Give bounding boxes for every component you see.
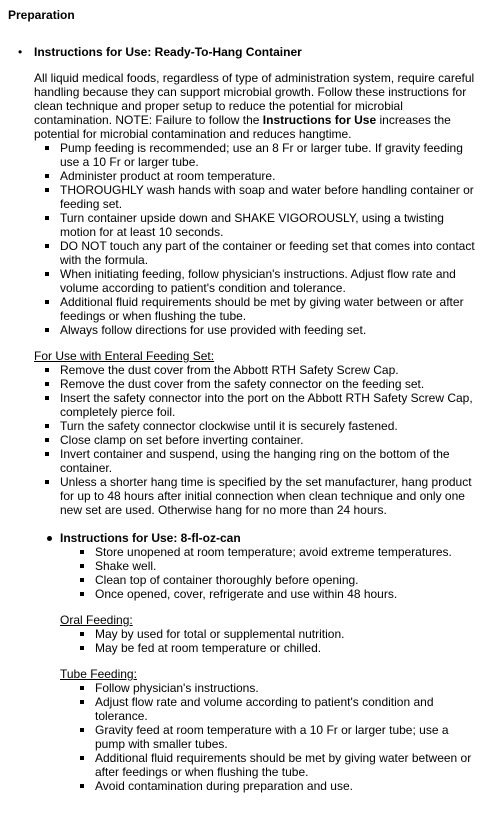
list-item: Unless a shorter hang time is specified by the set manufacturer, hang product for up to 48 hours after initial connection when clean technique and only one new set are used. Otherwise hang for no more than 24 hours. <box>52 475 481 517</box>
list-item: May be fed at room temperature or chilled. <box>87 641 481 655</box>
bullet-icon <box>47 536 52 541</box>
intro-text-end: increases the potential for microbial contamination and reduces hangtime. <box>34 113 451 141</box>
list-item: Additional fluid requirements should be met by giving water between or after feedings or when flushing the tube. <box>87 751 481 779</box>
list-item: Administer product at room temperature. <box>52 169 481 183</box>
list-item: Remove the dust cover from the Abbott RTH Safety Screw Cap. <box>52 363 481 377</box>
list-item: Always follow directions for use provided with feeding set. <box>52 323 481 337</box>
list-item: Avoid contamination during preparation and use. <box>87 779 481 793</box>
can-section <box>34 531 481 793</box>
rth-heading: Instructions for Use: Ready-To-Hang Container <box>34 45 302 59</box>
bullet-icon: • <box>18 45 23 59</box>
list-item: THOROUGHLY wash hands with soap and water before handling container or feeding set. <box>52 183 481 211</box>
list-item: Turn the safety connector clockwise until it is securely fastened. <box>52 419 481 433</box>
list-item: Once opened, cover, refrigerate and use within 48 hours. <box>87 587 481 601</box>
rth-steps <box>34 141 481 337</box>
list-item: Pump feeding is recommended; use an 8 Fr or larger tube. If gravity feeding use a 10 Fr or larger tube. <box>52 141 481 169</box>
intro-text: All liquid medical foods, regardless of type of administration system, require careful handling because they can support microbial growth. Follow these instructions for clean technique and proper setup to reduce the potential for microbial contamination. NOTE: Failure to follow the <box>34 71 475 127</box>
list-item: Store unopened at room temperature; avoid extreme temperatures. <box>87 545 481 559</box>
oral-steps <box>60 627 481 655</box>
enteral-heading: For Use with Enteral Feeding Set: <box>34 349 215 363</box>
list-item: Follow physician's instructions. <box>87 681 481 695</box>
instructions-list <box>16 45 481 793</box>
tube-heading: Tube Feeding: <box>60 667 137 681</box>
intro-bold-text: Instructions for Use <box>262 113 377 127</box>
rth-intro <box>34 71 481 141</box>
tube-steps <box>60 681 481 793</box>
list-item: May by used for total or supplemental nutrition. <box>87 627 481 641</box>
list-item: When initiating feeding, follow physician's instructions. Adjust flow rate and volume according to patient's condition and tolerance. <box>52 267 481 295</box>
list-item: Turn container upside down and SHAKE VIGOROUSLY, using a twisting motion for at least 10 seconds. <box>52 211 481 239</box>
list-item: Additional fluid requirements should be met by giving water between or after feedings or when flushing the tube. <box>52 295 481 323</box>
can-heading: Instructions for Use: 8-fl-oz-can <box>60 531 241 545</box>
enteral-steps <box>34 363 481 517</box>
list-item: Shake well. <box>87 559 481 573</box>
page-title: Preparation <box>8 8 75 22</box>
rth-section <box>16 45 481 793</box>
list-item: Remove the dust cover from the safety connector on the feeding set. <box>52 377 481 391</box>
list-item: Adjust flow rate and volume according to patient's condition and tolerance. <box>87 695 481 723</box>
list-item: Gravity feed at room temperature with a 10 Fr or larger tube; use a pump with smaller tubes. <box>87 723 481 751</box>
oral-heading: Oral Feeding: <box>60 613 133 627</box>
list-item: Clean top of container thoroughly before opening. <box>87 573 481 587</box>
list-item: Invert container and suspend, using the hanging ring on the bottom of the container. <box>52 447 481 475</box>
can-steps <box>60 545 481 601</box>
list-item: DO NOT touch any part of the container or feeding set that comes into contact with the formula. <box>52 239 481 267</box>
list-item: Close clamp on set before inverting container. <box>52 433 481 447</box>
list-item: Insert the safety connector into the port on the Abbott RTH Safety Screw Cap, completely pierce foil. <box>52 391 481 419</box>
